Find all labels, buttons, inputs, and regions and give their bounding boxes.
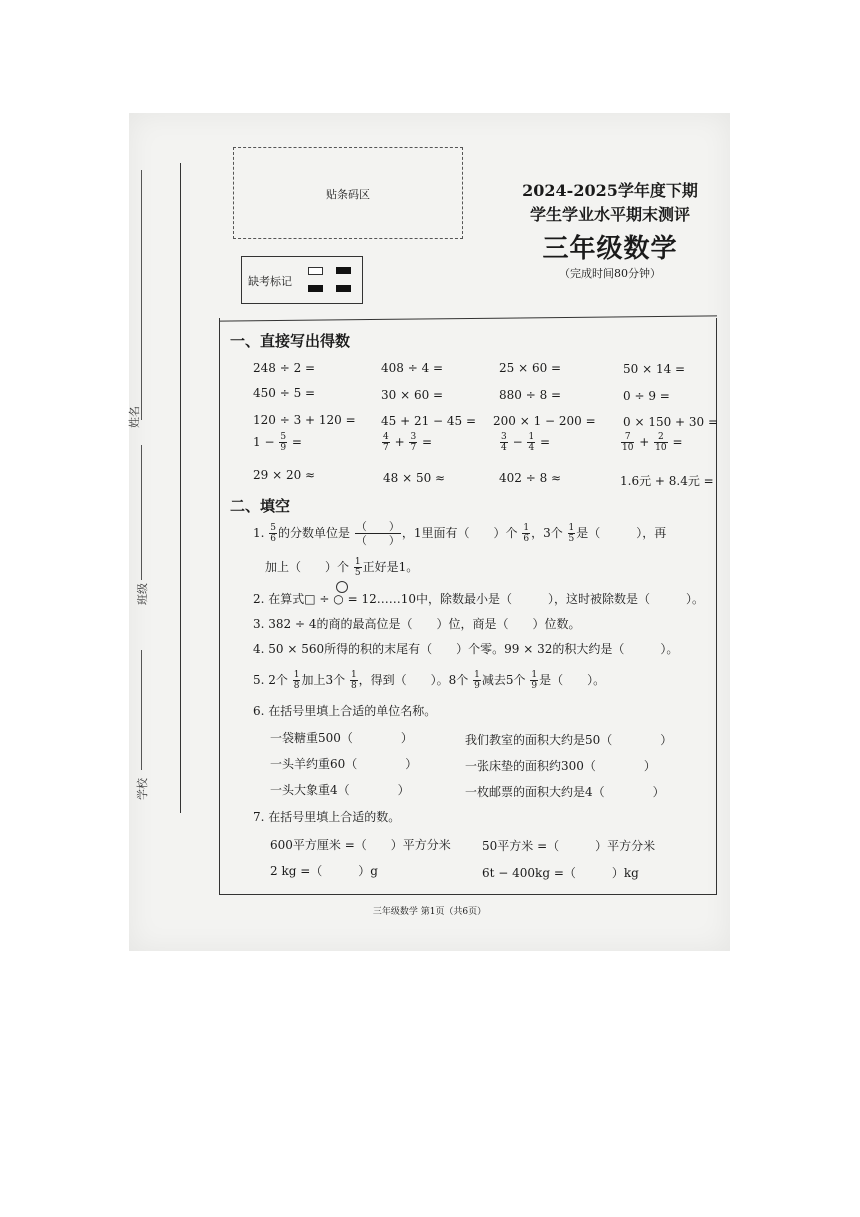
calc-fraction-item: $\frac{4}{7}$ + $\frac{3}{7}$ = — [383, 432, 433, 453]
calc-item: 0 × 150 + 30 = — [623, 415, 719, 429]
page-footer: 三年级数学 第1页（共6页） — [372, 907, 487, 917]
calc-fraction-item: 1 − $\frac{5}{9}$ = — [253, 432, 302, 453]
title-year: 2024-2025学年度下期 — [522, 181, 698, 200]
calc-item: 48 × 50 ≈ — [383, 471, 446, 485]
calc-item: 248 ÷ 2 = — [253, 361, 316, 375]
convert-item: 6t − 400kg =（ ）kg — [482, 866, 639, 880]
barcode-label: 贴条码区 — [326, 188, 370, 201]
calc-item: 0 ÷ 9 = — [623, 389, 670, 403]
unit-item: 一头大象重4（ ） — [270, 783, 410, 797]
calc-item: 880 ÷ 8 = — [499, 388, 562, 402]
class-line — [141, 445, 142, 580]
section1-title: 一、直接写出得数 — [230, 332, 351, 350]
question-7: 7. 在括号里填上合适的数。 — [253, 810, 401, 824]
question-1-cont: 加上（ ）个 $\frac{1}{5}$ 正好是1。 — [265, 557, 419, 578]
calc-item: 408 ÷ 4 = — [381, 361, 444, 375]
school-label: 学校 — [136, 778, 149, 800]
filled-mark — [308, 285, 323, 292]
class-label: 班级 — [136, 583, 149, 605]
barcode-area — [233, 147, 463, 239]
unit-item: 一袋糖重500（ ） — [270, 731, 413, 745]
unit-item: 一枚邮票的面积大约是4（ ） — [465, 785, 665, 799]
binding-line — [180, 163, 181, 813]
question-2: 2. 在算式□ ÷ ○ = 12……10中，除数最小是（ ），这时被除数是（ ）。 — [253, 592, 704, 606]
name-line — [141, 170, 142, 420]
title-subject: 三年级数学 — [542, 234, 678, 264]
calc-item: 50 × 14 = — [623, 362, 686, 376]
unit-item: 我们教室的面积大约是50（ ） — [465, 733, 673, 747]
calc-fraction-item: $\frac{3}{4}$ − $\frac{1}{4}$ = — [501, 432, 551, 453]
calc-fraction-item: $\frac{7}{10}$ + $\frac{2}{10}$ = — [622, 432, 683, 453]
question-1: 1. $\frac{5}{6}$ 的分数单位是 $\frac{( )}{( )}$ ，1里面有（ ）个 $\frac{1}{6}$ ，3个 $\frac{1}{5}$ 是（ ），再 — [253, 520, 667, 547]
question-3: 3. 382 ÷ 4的商的最高位是（ ）位，商是（ ）位数。 — [253, 617, 581, 631]
section2-title: 二、填空 — [230, 497, 291, 515]
absent-mark-box — [241, 256, 363, 304]
calc-item: 402 ÷ 8 ≈ — [499, 471, 562, 485]
calc-item: 1.6元 + 8.4元 = — [620, 474, 714, 488]
name-label: 姓名 — [128, 406, 141, 428]
question-4: 4. 50 × 560所得的积的末尾有（ ）个零。99 × 32的积大约是（ ）。 — [253, 642, 679, 656]
calc-item: 25 × 60 = — [499, 361, 562, 375]
calc-item: 45 + 21 − 45 = — [381, 414, 477, 428]
question-5: 5. 2个 $\frac{1}{8}$ 加上3个 $\frac{1}{8}$ ，得到（ ）。8个 $\frac{1}{9}$ 减去5个 $\frac{1}{9}$ 是（ ）。 — [253, 670, 606, 691]
filled-mark — [336, 267, 351, 274]
calc-item: 120 ÷ 3 + 120 = — [253, 413, 356, 427]
calc-item: 200 × 1 − 200 = — [493, 414, 596, 428]
school-line — [141, 650, 142, 770]
absent-label: 缺考标记 — [248, 275, 292, 288]
calc-item: 29 × 20 ≈ — [253, 468, 316, 482]
filled-mark — [336, 285, 351, 292]
calc-item: 30 × 60 = — [381, 388, 444, 402]
title-exam: 学生学业水平期末测评 — [529, 205, 690, 224]
unit-item: 一张床垫的面积约300（ ） — [465, 759, 656, 773]
calc-item: 450 ÷ 5 = — [253, 386, 316, 400]
convert-item: 50平方米 =（ ）平方分米 — [482, 839, 656, 853]
convert-item: 600平方厘米 =（ ）平方分米 — [270, 838, 451, 852]
unit-item: 一头羊约重60（ ） — [270, 757, 418, 771]
pencil-circle-mark — [336, 581, 348, 593]
absent-empty-mark — [308, 267, 323, 275]
time-note: （完成时间80分钟） — [559, 267, 661, 280]
question-6: 6. 在括号里填上合适的单位名称。 — [253, 704, 437, 718]
convert-item: 2 kg =（ ）g — [270, 864, 378, 878]
